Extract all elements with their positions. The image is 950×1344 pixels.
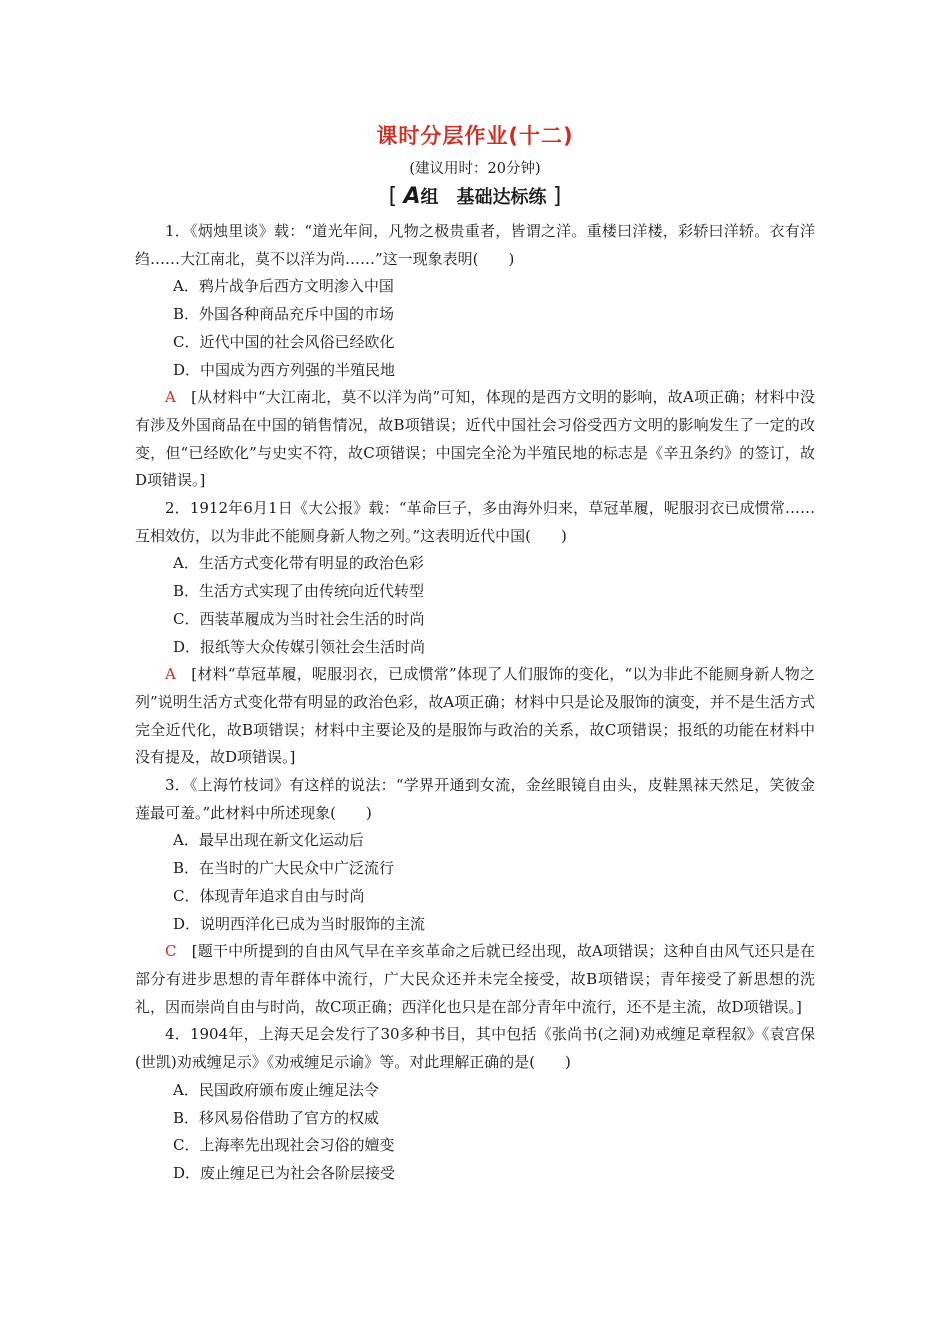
explanation-text: [题干中所提到的自由风气早在辛亥革命之后就已经出现，故A项错误；这种自由风气还只是在部分有进步思想的青年群体中流行，广大民众还并未完全接受，故B项错误；青年接受了新思想的洗礼，因而崇尚自由与时尚，故C项正确；西洋化也只是在部分青年中流行，还不是主流，故D项错误。] — [135, 942, 815, 1016]
group-label: 组 基础达标练 — [420, 187, 547, 208]
answer-explanation — [135, 661, 815, 772]
option-a: A．生活方式变化带有明显的政治色彩 — [173, 554, 424, 573]
option-d: D．报纸等大众传媒引领社会生活时尚 — [173, 637, 426, 656]
answer-explanation — [135, 384, 815, 495]
option-c: C．近代中国的社会风俗已经欧化 — [173, 332, 395, 351]
option-c: C．上海率先出现社会习俗的嬗变 — [173, 1136, 395, 1155]
option-a: A．最早出现在新文化运动后 — [173, 831, 364, 850]
option-b: B．移风易俗借助了官方的权威 — [173, 1108, 380, 1127]
option-d: D．中国成为西方列强的半殖民地 — [173, 360, 396, 379]
question-list — [135, 218, 815, 1188]
option-d: D．废止缠足已为社会各阶层接受 — [173, 1163, 396, 1182]
option-b: B．生活方式实现了由传统向近代转型 — [173, 582, 425, 601]
option-b: B．在当时的广大民众中广泛流行 — [173, 859, 395, 878]
question-stem: 3．《上海竹枝词》有这样的说法：“学界开通到女流，金丝眼镜自由头，皮鞋黑袜天然足，笑彼金莲最可羞。”此材料中所述现象( ) — [135, 776, 815, 822]
option-d: D．说明西洋化已成为当时服饰的主流 — [173, 914, 426, 933]
answer-letter: C — [165, 942, 177, 961]
bracket-close: ] — [552, 184, 562, 209]
option-c: C．西装革履成为当时社会生活的时尚 — [173, 609, 425, 628]
option-c: C．体现青年追求自由与时尚 — [173, 886, 365, 905]
page-title: 课时分层作业(十二) — [376, 124, 574, 148]
question-stem: 2．1912年6月1日《大公报》载：“革命巨子，多由海外归来，草冠革履，呢服羽衣已成惯常……互相效仿，以为非此不能厕身新人物之列。”这表明近代中国( ) — [135, 499, 815, 545]
answer-letter: A — [165, 665, 176, 684]
suggested-time: (建议用时：20分钟) — [409, 161, 541, 177]
group-letter: A — [403, 184, 421, 209]
option-a: A．鸦片战争后西方文明渗入中国 — [173, 277, 394, 296]
section-heading — [0, 183, 950, 209]
answer-letter: A — [165, 388, 176, 407]
question-stem: 4．1904年，上海天足会发行了30多种书目，其中包括《张尚书(之洞)劝戒缠足章程叙》《袁宫保(世凯)劝戒缠足示》《劝戒缠足示谕》等。对此理解正确的是( ) — [135, 1025, 815, 1072]
bracket-open: [ — [388, 184, 398, 209]
explanation-text: [材料“草冠革履，呢服羽衣，已成惯常”体现了人们服饰的变化，“以为非此不能厕身新人物之列”说明生活方式变化带有明显的政治色彩，故A项正确；材料中只是论及服饰的演变，并不是生活方式完全近代化，故B项错误；材料中主要论及的是服饰与政治的关系，故C项错误；报纸的功能在材料中没有提及，故D项错误。] — [135, 665, 815, 767]
explanation-text: [从材料中“大江南北，莫不以洋为尚”可知，体现的是西方文明的影响，故A项正确；材料中没有涉及外国商品在中国的销售情况，故B项错误；近代中国社会习俗受西方文明的影响发生了一定的改变，但“已经欧化”与史实不符，故C项错误；中国完全沦为半殖民地的标志是《辛丑条约》的签订，故D项错误。] — [135, 388, 815, 490]
option-a: A．民国政府颁布废止缠足法令 — [173, 1080, 379, 1099]
answer-explanation — [135, 938, 815, 1021]
option-b: B．外国各种商品充斥中国的市场 — [173, 305, 395, 324]
question-stem: 1．《炳烛里谈》载：“道光年间，凡物之极贵重者，皆谓之洋。重楼曰洋楼，彩轿曰洋轿。衣有洋绉……大江南北，莫不以洋为尚……”这一现象表明( ) — [135, 222, 815, 268]
